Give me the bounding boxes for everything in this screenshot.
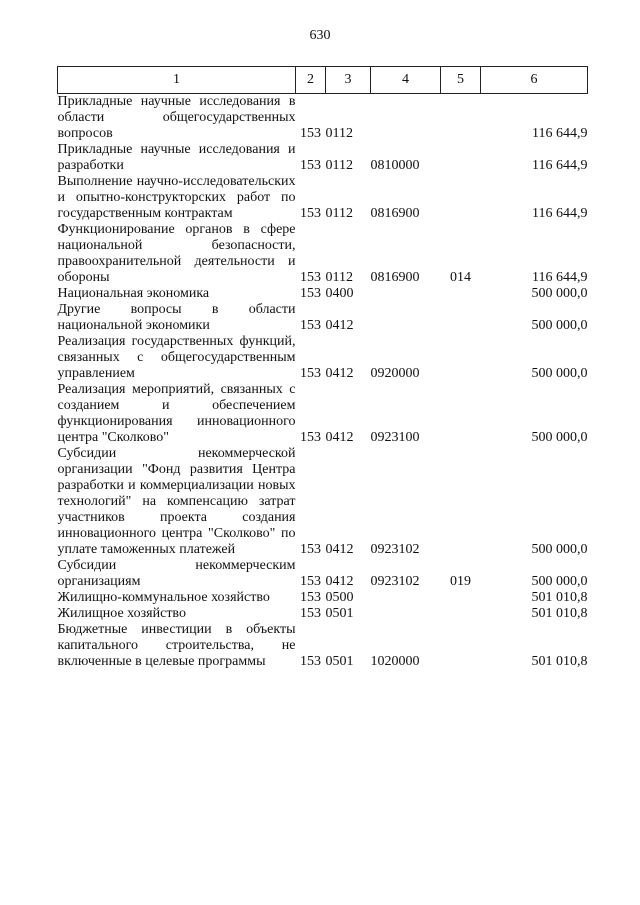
row-ministry: 153 <box>300 430 321 445</box>
row-expense <box>441 142 481 174</box>
table-row <box>58 174 588 222</box>
page-number: 630 <box>309 28 331 43</box>
row-name: Бюджетные инвестиции в объекты капитального строительства, не включенные в целевые программы <box>57 622 296 669</box>
row-name: Выполнение научно-исследовательских и опытно-конструкторских работ по государственным контрактам <box>57 174 296 221</box>
row-amount: 116 644,9 <box>532 270 588 285</box>
header-col-target: 4 <box>371 67 441 94</box>
table-header-row <box>58 67 588 94</box>
row-section: 0400 <box>325 286 354 301</box>
row-target: 0923100 <box>370 430 420 445</box>
row-target: 0810000 <box>370 158 420 173</box>
row-amount: 500 000,0 <box>531 574 588 589</box>
row-target <box>371 94 441 143</box>
row-section: 0112 <box>325 126 353 141</box>
row-amount: 116 644,9 <box>532 158 588 173</box>
row-section: 0412 <box>325 542 354 557</box>
row-section: 0412 <box>325 318 354 333</box>
row-ministry: 153 <box>300 158 321 173</box>
table-row <box>58 334 588 382</box>
row-expense <box>441 174 481 222</box>
row-section: 0112 <box>325 206 353 221</box>
header-col-amount: 6 <box>481 67 588 94</box>
row-expense <box>441 590 481 606</box>
table-row <box>58 446 588 558</box>
row-amount: 500 000,0 <box>531 542 588 557</box>
row-ministry: 153 <box>300 318 321 333</box>
header-col-expense: 5 <box>441 67 481 94</box>
row-amount: 501 010,8 <box>531 590 588 605</box>
header-col-name: 1 <box>58 67 296 94</box>
row-section: 0412 <box>325 430 354 445</box>
row-target <box>371 590 441 606</box>
table-row <box>58 286 588 302</box>
row-ministry: 153 <box>300 574 321 589</box>
row-expense <box>441 622 481 670</box>
row-name: Другие вопросы в области национальной экономики <box>57 302 296 333</box>
row-section: 0501 <box>325 654 354 669</box>
row-target: 0923102 <box>370 542 420 557</box>
row-name: Жилищно-коммунальное хозяйство <box>57 590 270 605</box>
row-target <box>371 286 441 302</box>
row-expense <box>441 446 481 558</box>
row-amount: 501 010,8 <box>531 606 588 621</box>
row-target <box>371 606 441 622</box>
row-ministry: 153 <box>300 206 321 221</box>
row-ministry: 153 <box>300 126 321 141</box>
row-amount: 116 644,9 <box>532 206 588 221</box>
row-expense: 019 <box>450 574 471 589</box>
row-name: Жилищное хозяйство <box>57 606 186 621</box>
row-name: Национальная экономика <box>57 286 210 301</box>
table-row <box>58 142 588 174</box>
row-name: Прикладные научные исследования и разработки <box>57 142 296 173</box>
row-name: Субсидии некоммерческим организациям <box>57 558 296 589</box>
row-target: 1020000 <box>370 654 420 669</box>
table-row <box>58 622 588 670</box>
row-amount: 500 000,0 <box>531 318 588 333</box>
row-amount: 500 000,0 <box>531 286 588 301</box>
row-expense <box>441 606 481 622</box>
table-row <box>58 302 588 334</box>
row-section: 0501 <box>325 606 354 621</box>
row-target: 0923102 <box>370 574 420 589</box>
row-target <box>371 302 441 334</box>
row-section: 0500 <box>325 590 354 605</box>
table-row <box>58 94 588 143</box>
row-expense <box>441 334 481 382</box>
row-amount: 500 000,0 <box>531 430 588 445</box>
table-row <box>58 222 588 286</box>
row-target: 0816900 <box>370 206 420 221</box>
row-amount: 116 644,9 <box>532 126 588 141</box>
table-row <box>58 558 588 590</box>
row-ministry: 153 <box>300 366 321 381</box>
row-section: 0112 <box>325 270 353 285</box>
row-name: Прикладные научные исследования в области общегосударственных вопросов <box>57 94 296 141</box>
budget-table <box>57 66 588 670</box>
row-ministry: 153 <box>300 542 321 557</box>
table-row <box>58 606 588 622</box>
header-col-section: 3 <box>326 67 371 94</box>
row-section: 0112 <box>325 158 353 173</box>
row-ministry: 153 <box>300 270 321 285</box>
row-ministry: 153 <box>300 286 321 301</box>
row-ministry: 153 <box>300 606 321 621</box>
row-expense <box>441 94 481 143</box>
header-col-ministry: 2 <box>296 67 326 94</box>
row-name: Субсидии некоммерческой организации "Фонд развития Центра разработки и коммерциализации новых технологий" на компенсацию затрат участников проекта создания инновационного центра "Сколково" по уплате таможенных платежей <box>57 446 296 557</box>
row-target: 0816900 <box>370 270 420 285</box>
row-expense <box>441 286 481 302</box>
row-target: 0920000 <box>370 366 420 381</box>
row-amount: 501 010,8 <box>531 654 588 669</box>
row-expense: 014 <box>450 270 471 285</box>
row-name: Реализация мероприятий, связанных с созданием и обеспечением функционирования инновационного центра "Сколково" <box>57 382 296 445</box>
row-amount: 500 000,0 <box>531 366 588 381</box>
row-expense <box>441 382 481 446</box>
table-row <box>58 382 588 446</box>
row-ministry: 153 <box>300 590 321 605</box>
row-section: 0412 <box>325 574 354 589</box>
row-ministry: 153 <box>300 654 321 669</box>
row-expense <box>441 302 481 334</box>
row-section: 0412 <box>325 366 354 381</box>
row-name: Реализация государственных функций, связанных с общегосударственным управлением <box>57 334 296 381</box>
row-name: Функционирование органов в сфере национальной безопасности, правоохранительной деятельности и обороны <box>57 222 296 285</box>
table-row <box>58 590 588 606</box>
